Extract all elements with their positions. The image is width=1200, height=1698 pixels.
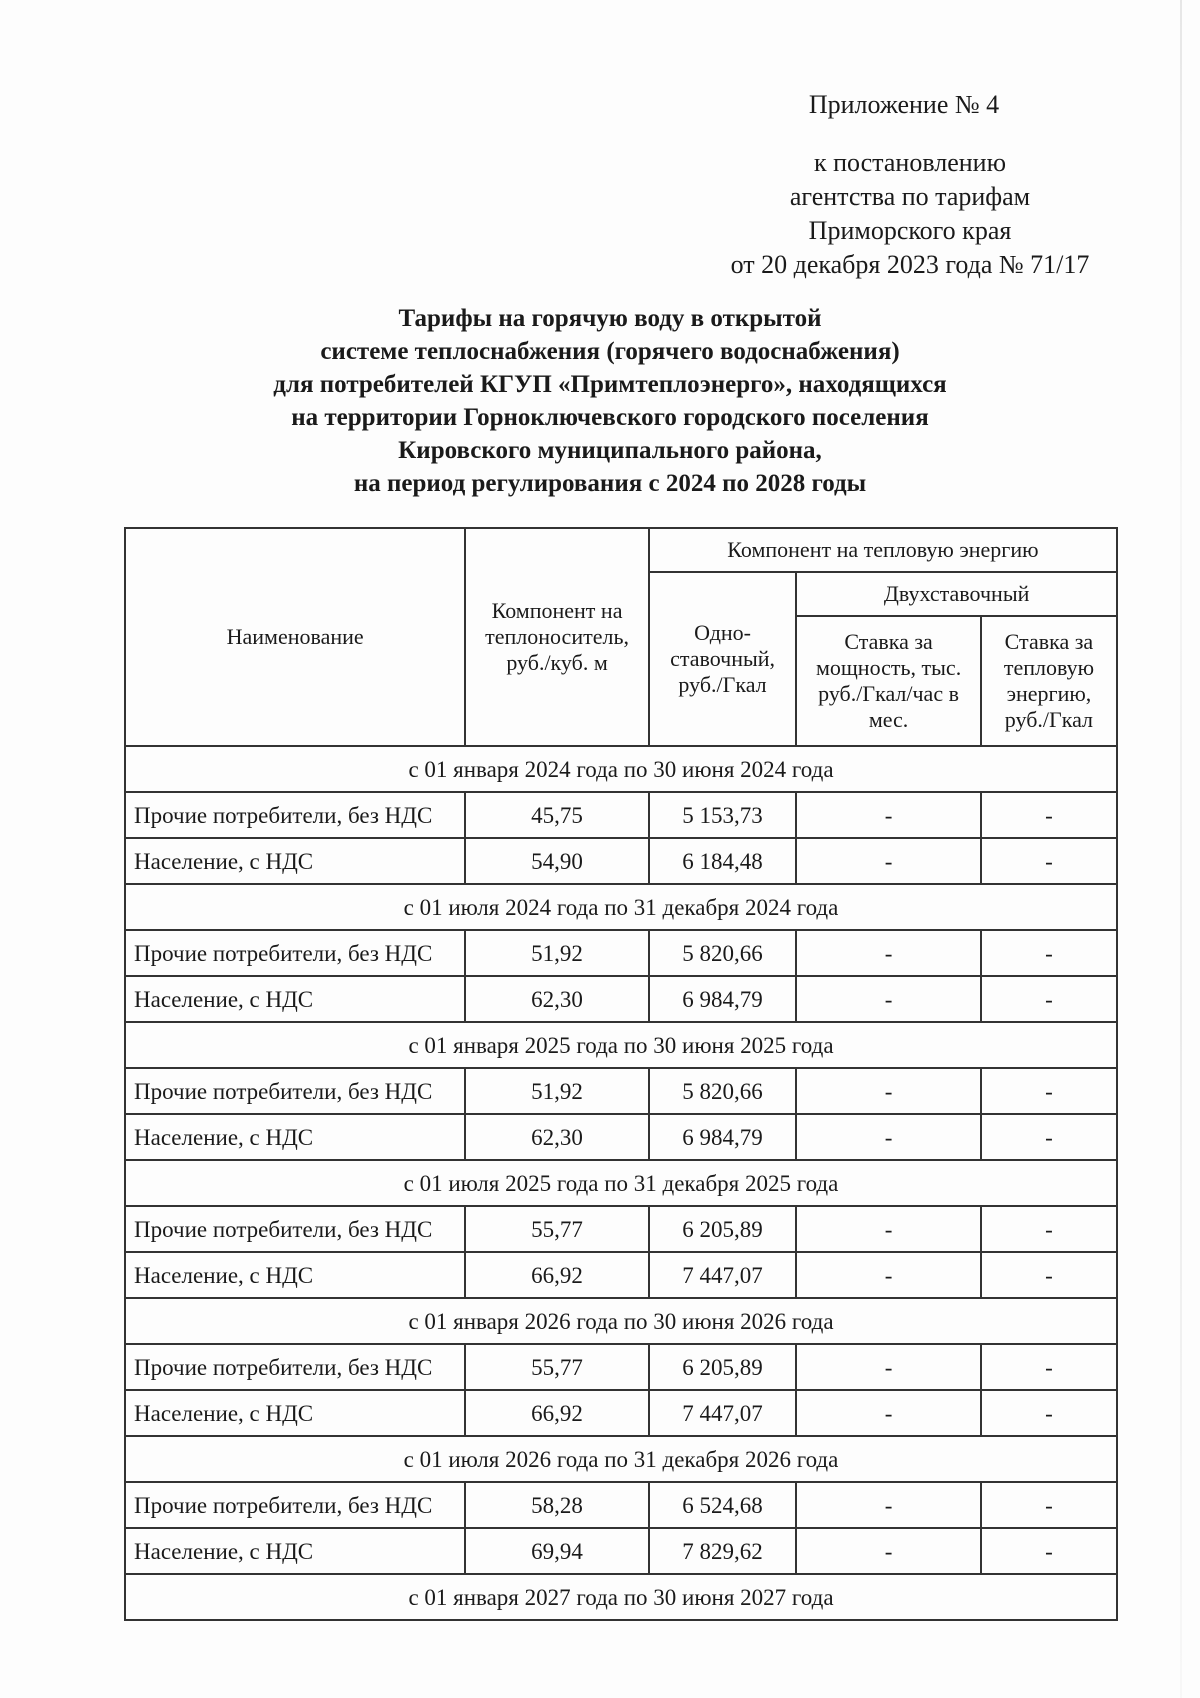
- title-line: на период регулирования с 2024 по 2028 годы: [353, 470, 867, 497]
- cell-name: Прочие потребители, без НДС: [125, 1068, 465, 1114]
- cell-energy-rate: -: [981, 1206, 1117, 1252]
- cell-capacity-rate: -: [796, 976, 981, 1022]
- cell-carrier: 66,92: [465, 1390, 649, 1436]
- cell-capacity-rate: -: [796, 1482, 981, 1528]
- cell-single-rate: 6 524,68: [649, 1482, 796, 1528]
- cell-carrier: 55,77: [465, 1206, 649, 1252]
- table-row: [125, 1206, 1117, 1252]
- cell-name: Население, с НДС: [125, 1390, 465, 1436]
- period-row: [125, 746, 1117, 792]
- title-line: системе теплоснабжения (горячего водоснабжения): [320, 338, 900, 365]
- cell-single-rate: 7 447,07: [649, 1390, 796, 1436]
- cell-capacity-rate: -: [796, 792, 981, 838]
- cell-carrier: 69,94: [465, 1528, 649, 1574]
- cell-capacity-rate: -: [796, 930, 981, 976]
- cell-name: Прочие потребители, без НДС: [125, 930, 465, 976]
- table-row: [125, 930, 1117, 976]
- cell-carrier: 58,28: [465, 1482, 649, 1528]
- annex-block: [700, 88, 1120, 282]
- cell-energy-rate: -: [981, 1068, 1117, 1114]
- period-label: с 01 июля 2026 года по 31 декабря 2026 года: [125, 1436, 1117, 1482]
- table-row: [125, 792, 1117, 838]
- cell-name: Прочие потребители, без НДС: [125, 1482, 465, 1528]
- title-line: на территории Горноключевского городского поселения: [291, 404, 929, 431]
- cell-capacity-rate: -: [796, 1344, 981, 1390]
- cell-capacity-rate: -: [796, 1114, 981, 1160]
- header-row-1: [125, 528, 1117, 572]
- period-row: [125, 1574, 1117, 1620]
- cell-capacity-rate: -: [796, 1206, 981, 1252]
- cell-single-rate: 5 820,66: [649, 1068, 796, 1114]
- cell-name: Население, с НДС: [125, 838, 465, 884]
- cell-capacity-rate: -: [796, 838, 981, 884]
- cell-carrier: 51,92: [465, 1068, 649, 1114]
- annex-line-2: агентства по тарифам: [789, 182, 1031, 211]
- header-capacity-rate: Ставка за мощность, тыс. руб./Гкал/час в мес.: [796, 616, 981, 746]
- cell-energy-rate: -: [981, 1344, 1117, 1390]
- cell-name: Прочие потребители, без НДС: [125, 792, 465, 838]
- table-row: [125, 1114, 1117, 1160]
- tariff-table: [124, 527, 1118, 1621]
- cell-single-rate: 5 820,66: [649, 930, 796, 976]
- cell-energy-rate: -: [981, 1390, 1117, 1436]
- cell-name: Население, с НДС: [125, 1114, 465, 1160]
- table-row: [125, 1482, 1117, 1528]
- period-label: с 01 июля 2024 года по 31 декабря 2024 года: [125, 884, 1117, 930]
- cell-capacity-rate: -: [796, 1068, 981, 1114]
- header-carrier: Компонент на теплоноситель, руб./куб. м: [465, 528, 649, 746]
- period-label: с 01 января 2025 года по 30 июня 2025 года: [125, 1022, 1117, 1068]
- cell-capacity-rate: -: [796, 1528, 981, 1574]
- period-row: [125, 884, 1117, 930]
- cell-single-rate: 6 205,89: [649, 1344, 796, 1390]
- cell-name: Население, с НДС: [125, 1252, 465, 1298]
- cell-single-rate: 7 447,07: [649, 1252, 796, 1298]
- cell-name: Прочие потребители, без НДС: [125, 1206, 465, 1252]
- table-row: [125, 1068, 1117, 1114]
- annex-line-3: Приморского края: [808, 216, 1012, 245]
- title-line: для потребителей КГУП «Примтеплоэнерго», находящихся: [273, 371, 947, 398]
- table-row: [125, 1344, 1117, 1390]
- header-double-rate: Двухставочный: [796, 572, 1117, 616]
- period-label: с 01 января 2027 года по 30 июня 2027 года: [125, 1574, 1117, 1620]
- title-line: Тарифы на горячую воду в открытой: [398, 305, 822, 332]
- cell-single-rate: 5 153,73: [649, 792, 796, 838]
- cell-energy-rate: -: [981, 1528, 1117, 1574]
- header-single-rate: Одно-ставочный, руб./Гкал: [649, 572, 796, 746]
- cell-carrier: 51,92: [465, 930, 649, 976]
- table-body: [125, 746, 1117, 1620]
- cell-energy-rate: -: [981, 930, 1117, 976]
- cell-energy-rate: -: [981, 976, 1117, 1022]
- period-row: [125, 1160, 1117, 1206]
- cell-name: Прочие потребители, без НДС: [125, 1344, 465, 1390]
- cell-carrier: 55,77: [465, 1344, 649, 1390]
- period-row: [125, 1298, 1117, 1344]
- annex-title: Приложение № 4: [808, 90, 1000, 119]
- period-label: с 01 июля 2025 года по 31 декабря 2025 года: [125, 1160, 1117, 1206]
- cell-energy-rate: -: [981, 1252, 1117, 1298]
- period-row: [125, 1022, 1117, 1068]
- header-heat-component: Компонент на тепловую энергию: [649, 528, 1117, 572]
- period-label: с 01 января 2026 года по 30 июня 2026 года: [125, 1298, 1117, 1344]
- cell-energy-rate: -: [981, 1114, 1117, 1160]
- period-label: с 01 января 2024 года по 30 июня 2024 года: [125, 746, 1117, 792]
- cell-carrier: 62,30: [465, 976, 649, 1022]
- cell-name: Население, с НДС: [125, 1528, 465, 1574]
- annex-line-1: к постановлению: [813, 148, 1007, 177]
- cell-name: Население, с НДС: [125, 976, 465, 1022]
- cell-single-rate: 7 829,62: [649, 1528, 796, 1574]
- document-title: [140, 302, 1080, 500]
- cell-carrier: 62,30: [465, 1114, 649, 1160]
- table-row: [125, 1528, 1117, 1574]
- annex-line-4: от 20 декабря 2023 года № 71/17: [730, 250, 1090, 279]
- cell-energy-rate: -: [981, 838, 1117, 884]
- cell-single-rate: 6 984,79: [649, 976, 796, 1022]
- cell-energy-rate: -: [981, 1482, 1117, 1528]
- table-row: [125, 1252, 1117, 1298]
- header-energy-rate: Ставка за тепловую энергию, руб./Гкал: [981, 616, 1117, 746]
- cell-single-rate: 6 184,48: [649, 838, 796, 884]
- header-name: Наименование: [125, 528, 465, 746]
- cell-capacity-rate: -: [796, 1252, 981, 1298]
- cell-single-rate: 6 205,89: [649, 1206, 796, 1252]
- scan-edge-mark: [1180, 0, 1182, 1698]
- table-row: [125, 838, 1117, 884]
- cell-single-rate: 6 984,79: [649, 1114, 796, 1160]
- period-row: [125, 1436, 1117, 1482]
- cell-carrier: 45,75: [465, 792, 649, 838]
- title-line: Кировского муниципального района,: [398, 437, 822, 464]
- annex-gap: [700, 122, 1120, 146]
- table-header: [125, 528, 1117, 746]
- cell-energy-rate: -: [981, 792, 1117, 838]
- table-row: [125, 1390, 1117, 1436]
- cell-capacity-rate: -: [796, 1390, 981, 1436]
- cell-carrier: 66,92: [465, 1252, 649, 1298]
- cell-carrier: 54,90: [465, 838, 649, 884]
- table-row: [125, 976, 1117, 1022]
